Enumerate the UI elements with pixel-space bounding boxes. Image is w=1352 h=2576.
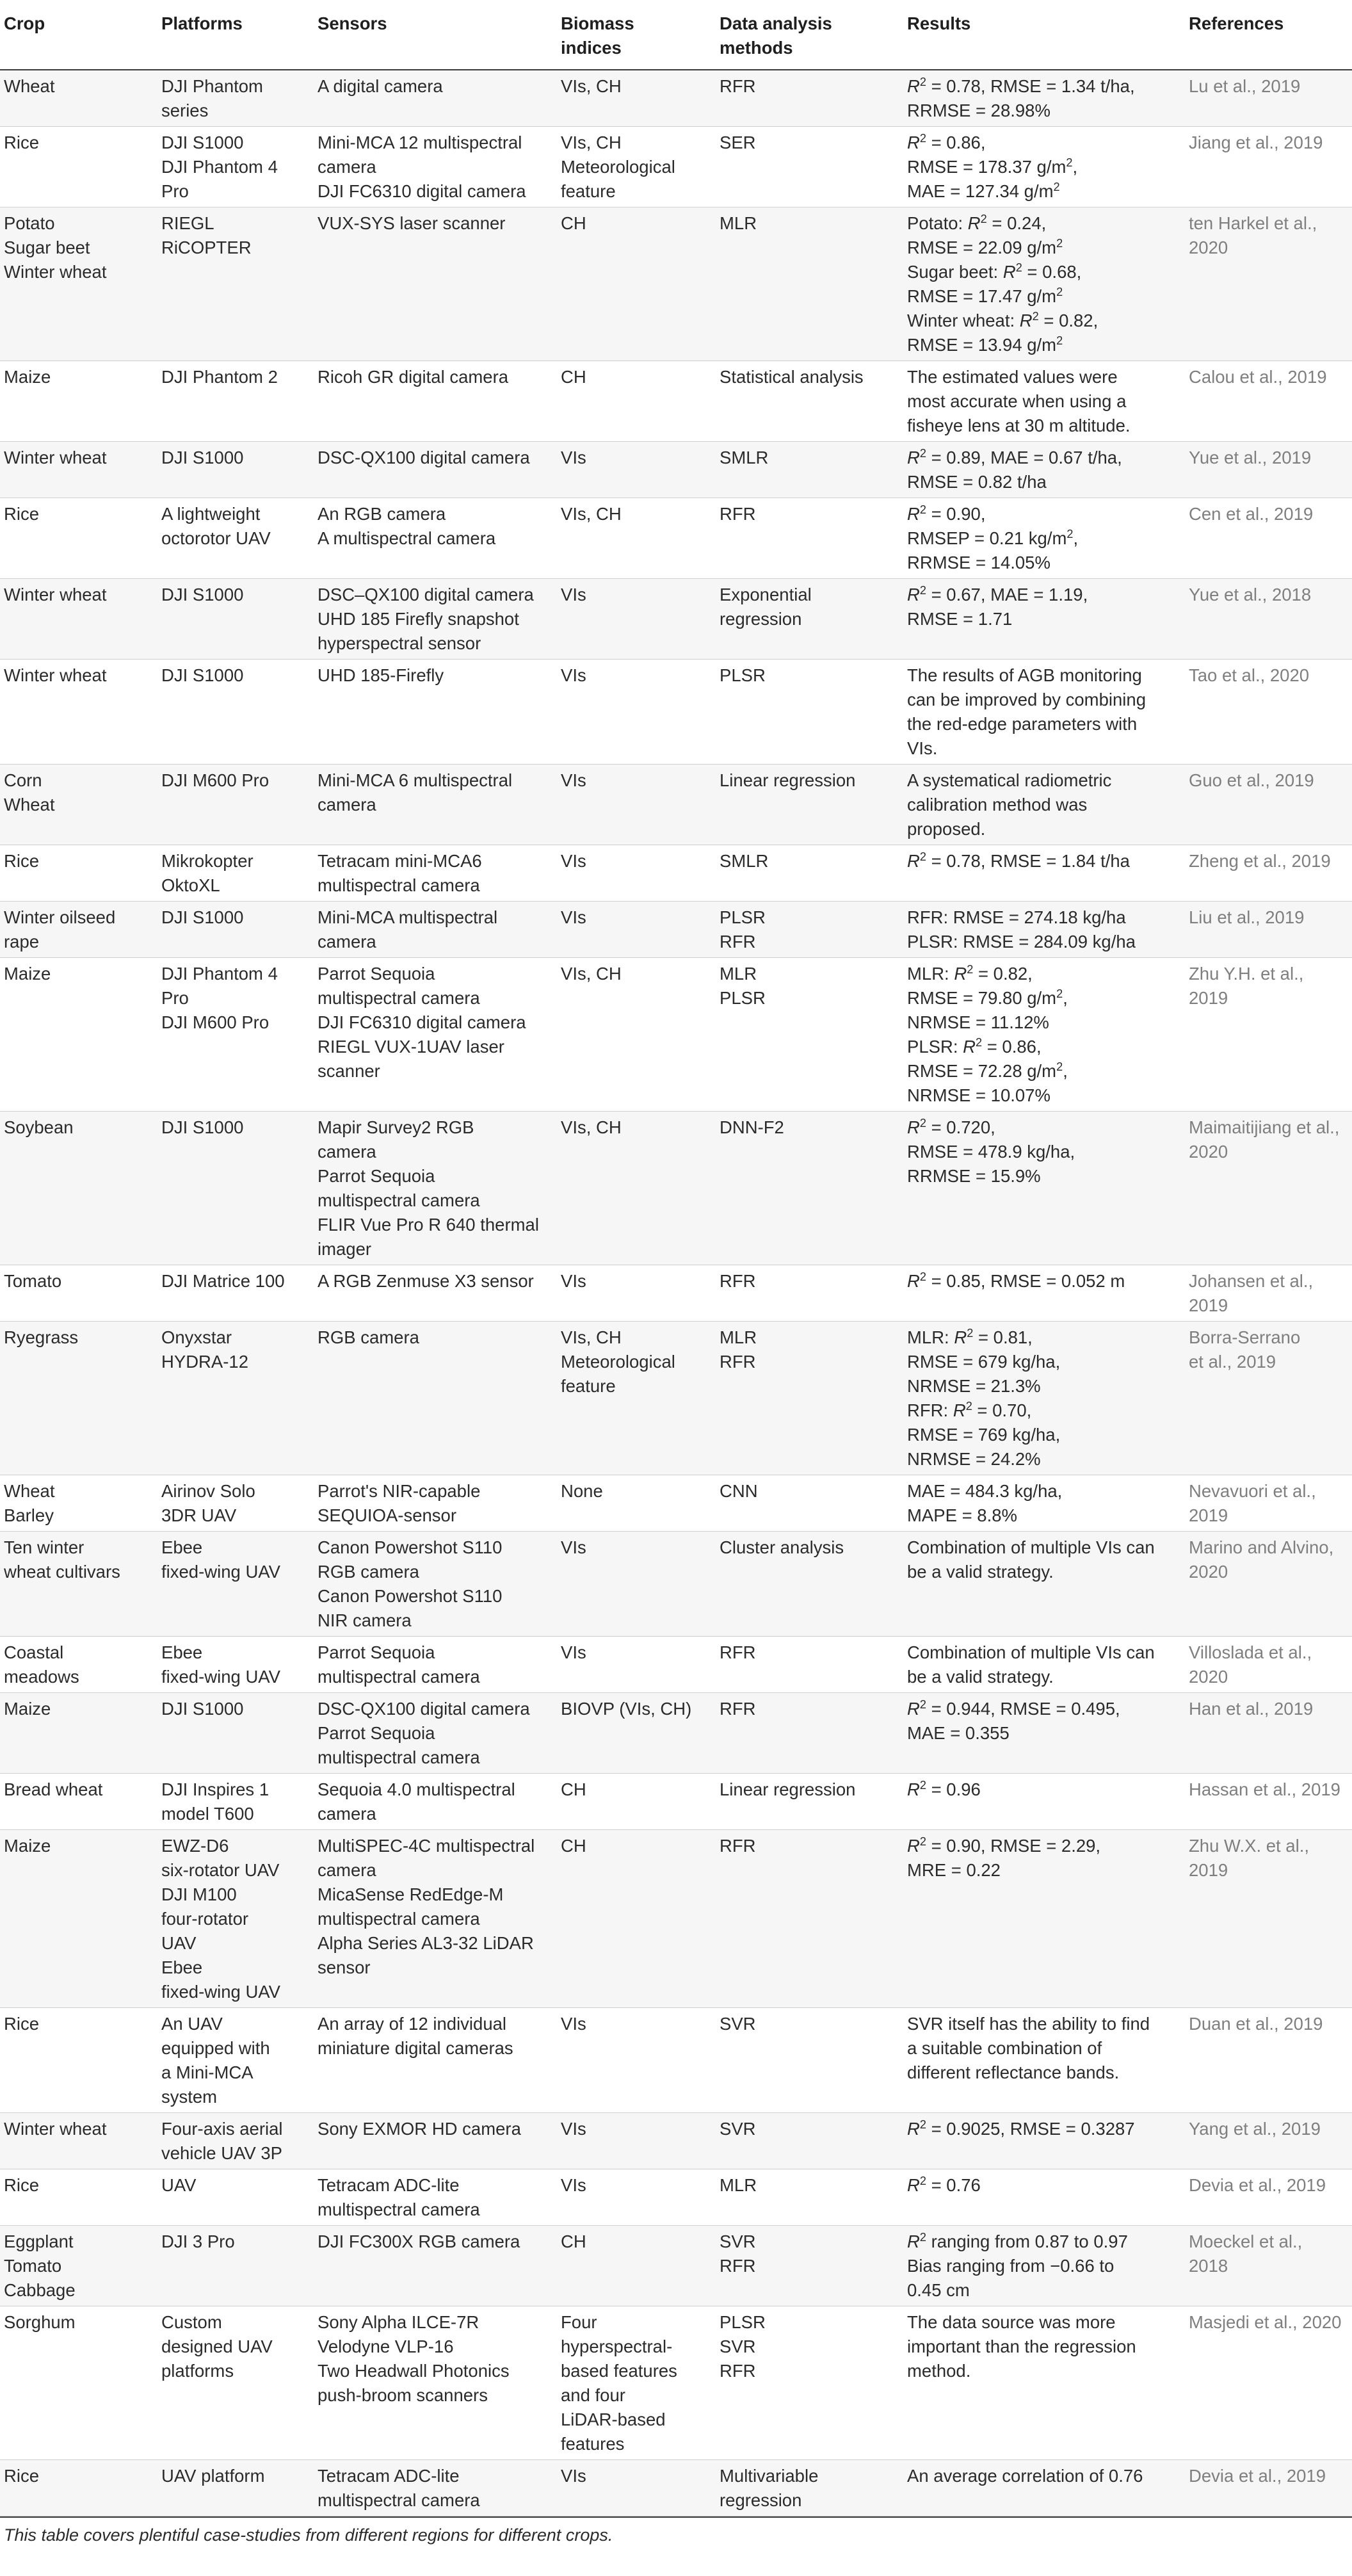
table-row: [0, 2169, 1352, 2226]
crop-cell: Maize: [0, 1693, 157, 1774]
sensors-cell: Sequoia 4.0 multispectral camera: [314, 1774, 557, 1830]
platforms-cell: RIEGL RiCOPTER: [157, 207, 314, 361]
header-results: Results: [903, 0, 1185, 70]
platforms-cell: DJI S1000 DJI Phantom 4 Pro: [157, 127, 314, 207]
reference-cell: Guo et al., 2019: [1185, 765, 1352, 845]
results-cell: The data source was more important than the regression method.: [903, 2306, 1185, 2460]
results-cell: $R^2 = 0.90$, RMSEP = 0.21 $kg/m^2$, RRMSE = 14.05%: [903, 498, 1185, 579]
sensors-cell: Sony EXMOR HD camera: [314, 2113, 557, 2169]
table-row: [0, 579, 1352, 660]
crop-cell: Winter oilseed rape: [0, 902, 157, 958]
table-body: [0, 70, 1352, 2516]
methods-cell: MLR: [716, 2169, 903, 2226]
biomass-indices-cell: VIs: [557, 579, 716, 660]
table-header: [0, 0, 1352, 70]
sensors-cell: Tetracam ADC-lite multispectral camera: [314, 2460, 557, 2516]
header-crop: Crop: [0, 0, 157, 70]
reference-cell: Masjedi et al., 2020: [1185, 2306, 1352, 2460]
sensors-cell: A RGB Zenmuse X3 sensor: [314, 1265, 557, 1322]
results-cell: The results of AGB monitoring can be improved by combining the red-edge parameters with VIs.: [903, 660, 1185, 765]
table-row: [0, 1265, 1352, 1322]
sensors-cell: RGB camera: [314, 1322, 557, 1475]
sensors-cell: Parrot's NIR-capable SEQUIOA-sensor: [314, 1475, 557, 1532]
crop-cell: Ten winter wheat cultivars: [0, 1532, 157, 1637]
table-row: [0, 498, 1352, 579]
table-row: [0, 2008, 1352, 2113]
results-cell: A systematical radiometric calibration method was proposed.: [903, 765, 1185, 845]
header-row: [0, 0, 1352, 70]
reference-cell: Han et al., 2019: [1185, 1693, 1352, 1774]
results-cell: $R^2 = 0.76$: [903, 2169, 1185, 2226]
biomass-indices-cell: VIs: [557, 1532, 716, 1637]
results-cell: $R^2 = 0.720$, RMSE = 478.9 kg/ha, RRMSE = 15.9%: [903, 1112, 1185, 1265]
table-row: [0, 2460, 1352, 2516]
results-cell: $R^2 = 0.944$, RMSE = 0.495, MAE = 0.355: [903, 1693, 1185, 1774]
crop-cell: Corn Wheat: [0, 765, 157, 845]
table-row: [0, 442, 1352, 498]
table-row: [0, 2113, 1352, 2169]
biomass-indices-cell: CH: [557, 1830, 716, 2008]
table-row: [0, 902, 1352, 958]
crop-cell: Soybean: [0, 1112, 157, 1265]
methods-cell: SVR RFR: [716, 2226, 903, 2306]
reference-cell: Zheng et al., 2019: [1185, 845, 1352, 902]
methods-cell: PLSR SVR RFR: [716, 2306, 903, 2460]
methods-cell: SMLR: [716, 442, 903, 498]
platforms-cell: DJI Matrice 100: [157, 1265, 314, 1322]
methods-cell: SMLR: [716, 845, 903, 902]
table-row: [0, 361, 1352, 442]
results-cell: $R^2 = 0.9025$, RMSE = 0.3287: [903, 2113, 1185, 2169]
table-row: [0, 1532, 1352, 1637]
results-cell: $R^2 = 0.85$, RMSE = 0.052 m: [903, 1265, 1185, 1322]
platforms-cell: DJI S1000: [157, 442, 314, 498]
crop-cell: Ryegrass: [0, 1322, 157, 1475]
platforms-cell: Custom designed UAV platforms: [157, 2306, 314, 2460]
header-data-analysis-methods: Data analysis methods: [716, 0, 903, 70]
crop-cell: Rice: [0, 2169, 157, 2226]
header-biomass-indices: Biomass indices: [557, 0, 716, 70]
crop-cell: Rice: [0, 845, 157, 902]
platforms-cell: EWZ-D6 six-rotator UAV DJI M100 four-rotator UAV Ebee fixed-wing UAV: [157, 1830, 314, 2008]
methods-cell: RFR: [716, 1637, 903, 1693]
sensors-cell: DSC-QX100 digital camera Parrot Sequoia multispectral camera: [314, 1693, 557, 1774]
platforms-cell: Mikrokopter OktoXL: [157, 845, 314, 902]
reference-cell: Nevavuori et al., 2019: [1185, 1475, 1352, 1532]
reference-cell: Devia et al., 2019: [1185, 2169, 1352, 2226]
sensors-cell: Mini-MCA multispectral camera: [314, 902, 557, 958]
methods-cell: PLSR: [716, 660, 903, 765]
results-cell: Potato: $R^2 = 0.24$, RMSE = 22.09 $g/m^2$ Sugar beet: $R^2 = 0.68$, RMSE = 17.47 $g/m^2$ Winter wheat: $R^2 = 0.82$, RMSE = 13.94 $g/m^2$: [903, 207, 1185, 361]
methods-cell: MLR: [716, 207, 903, 361]
sensors-cell: VUX-SYS laser scanner: [314, 207, 557, 361]
table-row: [0, 1693, 1352, 1774]
sensors-cell: Mini-MCA 12 multispectral camera DJI FC6310 digital camera: [314, 127, 557, 207]
reference-cell: Tao et al., 2020: [1185, 660, 1352, 765]
platforms-cell: UAV platform: [157, 2460, 314, 2516]
methods-cell: SVR: [716, 2008, 903, 2113]
biomass-indices-cell: VIs, CH: [557, 958, 716, 1112]
platforms-cell: Ebee fixed-wing UAV: [157, 1532, 314, 1637]
sensors-cell: Tetracam ADC-lite multispectral camera: [314, 2169, 557, 2226]
biomass-indices-cell: VIs, CH: [557, 1112, 716, 1265]
crop-cell: Maize: [0, 361, 157, 442]
table-row: [0, 660, 1352, 765]
results-cell: RFR: RMSE = 274.18 kg/ha PLSR: RMSE = 284.09 kg/ha: [903, 902, 1185, 958]
reference-cell: Zhu Y.H. et al., 2019: [1185, 958, 1352, 1112]
reference-cell: Devia et al., 2019: [1185, 2460, 1352, 2516]
crop-cell: Tomato: [0, 1265, 157, 1322]
platforms-cell: DJI S1000: [157, 902, 314, 958]
platforms-cell: DJI Inspires 1 model T600: [157, 1774, 314, 1830]
sensors-cell: UHD 185-Firefly: [314, 660, 557, 765]
biomass-indices-cell: VIs: [557, 902, 716, 958]
results-cell: Combination of multiple VIs can be a valid strategy.: [903, 1532, 1185, 1637]
table-row: [0, 1112, 1352, 1265]
reference-cell: Johansen et al., 2019: [1185, 1265, 1352, 1322]
reference-cell: Liu et al., 2019: [1185, 902, 1352, 958]
biomass-indices-cell: VIs: [557, 1265, 716, 1322]
platforms-cell: DJI S1000: [157, 1112, 314, 1265]
crop-cell: Winter wheat: [0, 660, 157, 765]
methods-cell: Linear regression: [716, 1774, 903, 1830]
biomass-indices-cell: VIs, CH: [557, 70, 716, 127]
table-footnote: This table covers plentiful case-studies from different regions for different crops.: [4, 2525, 613, 2545]
methods-cell: Statistical analysis: [716, 361, 903, 442]
crop-cell: Winter wheat: [0, 2113, 157, 2169]
biomass-indices-cell: Four hyperspectral- based features and four LiDAR-based features: [557, 2306, 716, 2460]
platforms-cell: DJI Phantom series: [157, 70, 314, 127]
table-row: [0, 1475, 1352, 1532]
biomass-indices-cell: VIs: [557, 1637, 716, 1693]
crop-cell: Winter wheat: [0, 442, 157, 498]
reference-cell: Zhu W.X. et al., 2019: [1185, 1830, 1352, 2008]
reference-cell: Lu et al., 2019: [1185, 70, 1352, 127]
header-sensors: Sensors: [314, 0, 557, 70]
results-cell: Combination of multiple VIs can be a valid strategy.: [903, 1637, 1185, 1693]
table-row: [0, 70, 1352, 127]
table-row: [0, 1637, 1352, 1693]
platforms-cell: DJI S1000: [157, 579, 314, 660]
sensors-cell: An RGB camera A multispectral camera: [314, 498, 557, 579]
results-cell: $R^2 = 0.67$, MAE = 1.19, RMSE = 1.71: [903, 579, 1185, 660]
results-cell: MLR: $R^2 = 0.82$, RMSE = 79.80 $g/m^2$, NRMSE = 11.12% PLSR: $R^2 = 0.86$, RMSE = 72.28 $g/m^2$, NRMSE = 10.07%: [903, 958, 1185, 1112]
biomass-indices-cell: CH: [557, 1774, 716, 1830]
methods-cell: CNN: [716, 1475, 903, 1532]
platforms-cell: DJI Phantom 4 Pro DJI M600 Pro: [157, 958, 314, 1112]
results-cell: MAE = 484.3 kg/ha, MAPE = 8.8%: [903, 1475, 1185, 1532]
biomass-indices-cell: BIOVP (VIs, CH): [557, 1693, 716, 1774]
methods-cell: SER: [716, 127, 903, 207]
sensors-cell: A digital camera: [314, 70, 557, 127]
crop-cell: Rice: [0, 2460, 157, 2516]
platforms-cell: DJI M600 Pro: [157, 765, 314, 845]
sensors-cell: Parrot Sequoia multispectral camera DJI FC6310 digital camera RIEGL VUX-1UAV laser scanner: [314, 958, 557, 1112]
biomass-indices-cell: VIs: [557, 2008, 716, 2113]
methods-cell: DNN-F2: [716, 1112, 903, 1265]
reference-cell: Villoslada et al., 2020: [1185, 1637, 1352, 1693]
sensors-cell: Tetracam mini-MCA6 multispectral camera: [314, 845, 557, 902]
results-cell: The estimated values were most accurate when using a fisheye lens at 30 m altitude.: [903, 361, 1185, 442]
results-cell: $R^2 = 0.78$, RMSE = 1.34 t/ha, RRMSE = 28.98%: [903, 70, 1185, 127]
results-cell: $R^2 = 0.96$: [903, 1774, 1185, 1830]
biomass-indices-cell: VIs: [557, 2169, 716, 2226]
methods-cell: Cluster analysis: [716, 1532, 903, 1637]
methods-cell: RFR: [716, 1693, 903, 1774]
reference-cell: Cen et al., 2019: [1185, 498, 1352, 579]
biomass-indices-cell: VIs, CH Meteorological feature: [557, 1322, 716, 1475]
biomass-indices-cell: VIs: [557, 2460, 716, 2516]
reference-cell: Duan et al., 2019: [1185, 2008, 1352, 2113]
crop-cell: Rice: [0, 127, 157, 207]
methods-cell: Linear regression: [716, 765, 903, 845]
table-row: [0, 207, 1352, 361]
header-references: References: [1185, 0, 1352, 70]
biomass-indices-cell: VIs, CH: [557, 498, 716, 579]
methods-cell: MLR RFR: [716, 1322, 903, 1475]
sensors-cell: DSC-QX100 digital camera: [314, 442, 557, 498]
table-row: [0, 765, 1352, 845]
reference-cell: Marino and Alvino, 2020: [1185, 1532, 1352, 1637]
methods-cell: SVR: [716, 2113, 903, 2169]
biomass-indices-cell: VIs: [557, 660, 716, 765]
table-row: [0, 1774, 1352, 1830]
table-row: [0, 845, 1352, 902]
crop-cell: Maize: [0, 1830, 157, 2008]
table-row: [0, 2226, 1352, 2306]
reference-cell: Jiang et al., 2019: [1185, 127, 1352, 207]
crop-cell: Rice: [0, 2008, 157, 2113]
reference-cell: Moeckel et al., 2018: [1185, 2226, 1352, 2306]
platforms-cell: DJI Phantom 2: [157, 361, 314, 442]
sensors-cell: Mapir Survey2 RGB camera Parrot Sequoia multispectral camera FLIR Vue Pro R 640 thermal imager: [314, 1112, 557, 1265]
table-row: [0, 1830, 1352, 2008]
sensors-cell: Ricoh GR digital camera: [314, 361, 557, 442]
table-row: [0, 1322, 1352, 1475]
platforms-cell: DJI 3 Pro: [157, 2226, 314, 2306]
methods-cell: RFR: [716, 1830, 903, 2008]
crop-cell: Winter wheat: [0, 579, 157, 660]
methods-cell: RFR: [716, 1265, 903, 1322]
sensors-cell: Canon Powershot S110 RGB camera Canon Powershot S110 NIR camera: [314, 1532, 557, 1637]
platforms-cell: UAV: [157, 2169, 314, 2226]
results-cell: SVR itself has the ability to find a suitable combination of different reflectance bands.: [903, 2008, 1185, 2113]
platforms-cell: Ebee fixed-wing UAV: [157, 1637, 314, 1693]
sensors-cell: MultiSPEC-4C multispectral camera MicaSense RedEdge-M multispectral camera Alpha Series AL3-32 LiDAR sensor: [314, 1830, 557, 2008]
sensors-cell: Sony Alpha ILCE-7R Velodyne VLP-16 Two Headwall Photonics push-broom scanners: [314, 2306, 557, 2460]
platforms-cell: Four-axis aerial vehicle UAV 3P: [157, 2113, 314, 2169]
biomass-indices-cell: VIs, CH Meteorological feature: [557, 127, 716, 207]
platforms-cell: Onyxstar HYDRA-12: [157, 1322, 314, 1475]
biomass-indices-cell: None: [557, 1475, 716, 1532]
sensors-cell: DJI FC300X RGB camera: [314, 2226, 557, 2306]
results-cell: $R^2$ ranging from 0.87 to 0.97 Bias ranging from −0.66 to 0.45 cm: [903, 2226, 1185, 2306]
table-row: [0, 2306, 1352, 2460]
platforms-cell: A lightweight octorotor UAV: [157, 498, 314, 579]
crop-cell: Maize: [0, 958, 157, 1112]
reference-cell: Yue et al., 2019: [1185, 442, 1352, 498]
results-cell: $R^2 = 0.89$, MAE = 0.67 t/ha, RMSE = 0.82 t/ha: [903, 442, 1185, 498]
biomass-indices-cell: VIs: [557, 2113, 716, 2169]
reference-cell: ten Harkel et al., 2020: [1185, 207, 1352, 361]
header-platforms: Platforms: [157, 0, 314, 70]
results-cell: $R^2 = 0.86$, RMSE = 178.37 $g/m^2$, MAE = 127.34 $g/m^2$: [903, 127, 1185, 207]
biomass-indices-cell: VIs: [557, 845, 716, 902]
reference-cell: Hassan et al., 2019: [1185, 1774, 1352, 1830]
methods-cell: RFR: [716, 498, 903, 579]
biomass-indices-cell: CH: [557, 361, 716, 442]
crop-cell: Bread wheat: [0, 1774, 157, 1830]
crop-cell: Rice: [0, 498, 157, 579]
sensors-cell: DSC–QX100 digital camera UHD 185 Firefly snapshot hyperspectral sensor: [314, 579, 557, 660]
table-row: [0, 958, 1352, 1112]
reference-cell: Borra-Serrano et al., 2019: [1185, 1322, 1352, 1475]
methods-cell: Exponential regression: [716, 579, 903, 660]
platforms-cell: DJI S1000: [157, 660, 314, 765]
results-cell: $R^2 = 0.90$, RMSE = 2.29, MRE = 0.22: [903, 1830, 1185, 2008]
table-row: [0, 127, 1352, 207]
crop-cell: Wheat: [0, 70, 157, 127]
methods-cell: MLR PLSR: [716, 958, 903, 1112]
results-cell: An average correlation of 0.76: [903, 2460, 1185, 2516]
results-cell: $R^2 = 0.78$, RMSE = 1.84 t/ha: [903, 845, 1185, 902]
crop-cell: Coastal meadows: [0, 1637, 157, 1693]
sensors-cell: An array of 12 individual miniature digital cameras: [314, 2008, 557, 2113]
crop-cell: Sorghum: [0, 2306, 157, 2460]
biomass-indices-cell: VIs: [557, 765, 716, 845]
sensors-cell: Mini-MCA 6 multispectral camera: [314, 765, 557, 845]
reference-cell: Maimaitijiang et al., 2020: [1185, 1112, 1352, 1265]
table-bottom-rule: [0, 2516, 1352, 2518]
crop-cell: Wheat Barley: [0, 1475, 157, 1532]
methods-cell: RFR: [716, 70, 903, 127]
platforms-cell: DJI S1000: [157, 1693, 314, 1774]
crop-cell: Potato Sugar beet Winter wheat: [0, 207, 157, 361]
biomass-indices-cell: CH: [557, 2226, 716, 2306]
methods-cell: Multivariable regression: [716, 2460, 903, 2516]
biomass-indices-cell: CH: [557, 207, 716, 361]
platforms-cell: Airinov Solo 3DR UAV: [157, 1475, 314, 1532]
platforms-cell: An UAV equipped with a Mini-MCA system: [157, 2008, 314, 2113]
reference-cell: Calou et al., 2019: [1185, 361, 1352, 442]
biomass-indices-cell: VIs: [557, 442, 716, 498]
methods-cell: PLSR RFR: [716, 902, 903, 958]
sensors-cell: Parrot Sequoia multispectral camera: [314, 1637, 557, 1693]
crop-cell: Eggplant Tomato Cabbage: [0, 2226, 157, 2306]
results-cell: MLR: $R^2 = 0.81$, RMSE = 679 kg/ha, NRMSE = 21.3% RFR: $R^2 = 0.70$, RMSE = 769 kg/ha, NRMSE = 24.2%: [903, 1322, 1185, 1475]
reference-cell: Yang et al., 2019: [1185, 2113, 1352, 2169]
reference-cell: Yue et al., 2018: [1185, 579, 1352, 660]
